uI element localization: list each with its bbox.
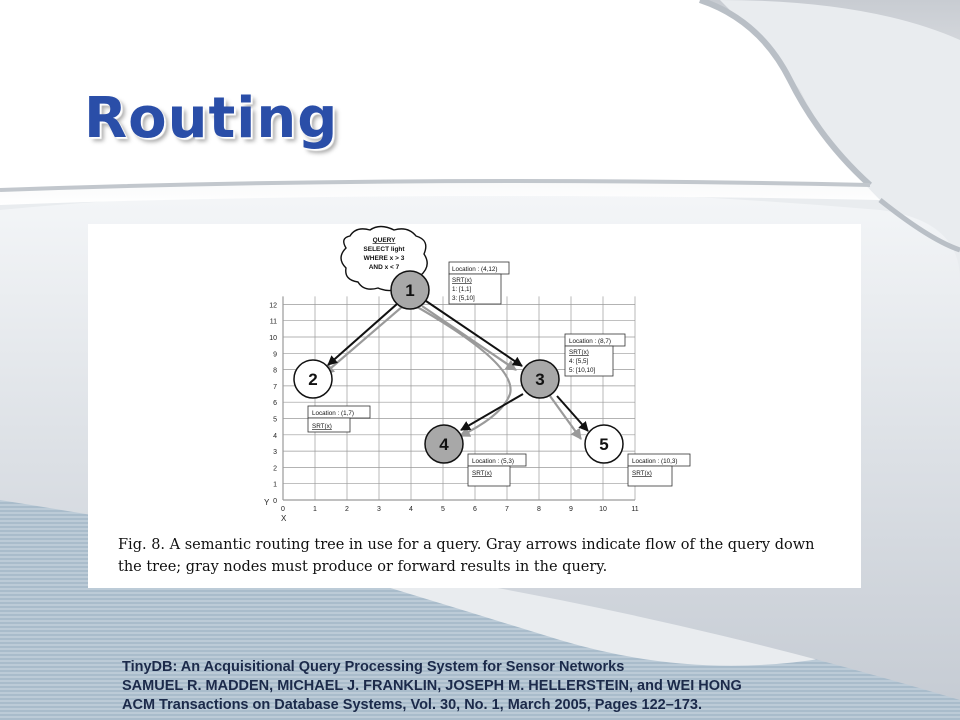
- query-line-2: SELECT light: [363, 246, 405, 253]
- x-tick-label: 2: [345, 506, 349, 513]
- edge-3-to-4: [461, 394, 523, 430]
- node-4: [425, 425, 463, 463]
- node-5-label: 5: [599, 435, 609, 454]
- node-2: [294, 360, 332, 398]
- node-3: [521, 360, 559, 398]
- figure-caption-line-2: the tree; gray nodes must produce or forward results in the query.: [118, 559, 608, 575]
- location-boxes: [308, 262, 690, 486]
- gray-arrow-1-to-2: [324, 306, 403, 374]
- node-5: [585, 425, 623, 463]
- x-axis-letter: X: [281, 514, 287, 523]
- y-axis-letter: Y: [264, 498, 270, 507]
- node-1-location: Location : (4,12): [452, 266, 498, 273]
- query-line-1: QUERY: [372, 237, 396, 244]
- x-tick-label: 5: [441, 506, 445, 513]
- edge-1-to-3: [426, 301, 522, 366]
- query-line-4: AND x < 7: [368, 264, 400, 271]
- node-1-label: 1: [405, 281, 415, 300]
- citation-title: TinyDB: An Acquisitional Query Processing System for Sensor Networks: [122, 659, 625, 675]
- x-tick-label: 10: [599, 506, 607, 513]
- y-tick-label: 2: [273, 465, 277, 473]
- node-1: [391, 271, 429, 309]
- y-tick-label: 9: [273, 351, 277, 359]
- x-tick-label: 6: [473, 506, 477, 513]
- node-1-srt-title: SRT(x): [452, 277, 472, 284]
- citation: [122, 658, 742, 715]
- node-5-srt-title: SRT(x): [632, 470, 652, 477]
- node-5-location: Location : (10,3): [632, 458, 678, 465]
- node-3-label: 3: [535, 370, 545, 389]
- x-tick-label: 9: [569, 506, 573, 513]
- node-1-srt-entry-1: 1: [1,1]: [452, 286, 472, 293]
- node-3-srt-title: SRT(x): [569, 349, 589, 356]
- y-axis-ticks: [269, 302, 277, 505]
- y-tick-label: 12: [269, 302, 277, 310]
- node-4-label: 4: [439, 435, 449, 454]
- x-axis-ticks: [281, 506, 639, 513]
- node-3-srt-entry-1: 4: [5,5]: [569, 358, 589, 365]
- node-5-info-box: [628, 454, 690, 486]
- y-tick-label: 3: [273, 449, 277, 457]
- node-4-srt-title: SRT(x): [472, 470, 492, 477]
- x-tick-label: 7: [505, 506, 509, 513]
- citation-venue: ACM Transactions on Database Systems, Vol. 30, No. 1, March 2005, Pages 122–173.: [122, 697, 702, 713]
- node-4-info-box: [468, 454, 526, 486]
- y-tick-label: 4: [273, 432, 277, 440]
- routing-tree-diagram: [88, 224, 861, 524]
- figure-panel: [88, 224, 861, 588]
- node-1-srt-entry-2: 3: [5,10]: [452, 295, 475, 302]
- citation-authors: SAMUEL R. MADDEN, MICHAEL J. FRANKLIN, JOSEPH M. HELLERSTEIN, and WEI HONG: [122, 678, 742, 694]
- edge-1-to-2: [328, 304, 397, 365]
- y-tick-label: 8: [273, 367, 277, 375]
- x-tick-label: 11: [631, 506, 639, 513]
- coordinate-grid: [283, 296, 635, 500]
- node-2-label: 2: [308, 370, 318, 389]
- y-tick-label: 0: [273, 498, 277, 505]
- node-3-location: Location : (8,7): [569, 338, 612, 345]
- slide-title: Routing: [84, 86, 339, 151]
- node-3-srt-entry-2: 5: [10,10]: [569, 367, 596, 374]
- y-tick-label: 11: [269, 318, 277, 326]
- x-tick-label: 0: [281, 506, 285, 513]
- node-2-info-box: [308, 406, 370, 432]
- x-tick-label: 4: [409, 506, 413, 513]
- y-tick-label: 6: [273, 400, 277, 408]
- query-line-3: WHERE x > 3: [363, 255, 405, 262]
- x-tick-label: 1: [313, 506, 317, 513]
- x-tick-label: 3: [377, 506, 381, 513]
- node-2-srt-title: SRT(x): [312, 423, 332, 430]
- gray-arrow-1-to-3: [422, 306, 516, 370]
- y-tick-label: 10: [269, 335, 277, 342]
- x-tick-label: 8: [537, 506, 541, 513]
- y-tick-label: 5: [273, 416, 277, 424]
- y-tick-label: 7: [273, 383, 277, 391]
- node-1-info-box: [449, 262, 509, 304]
- node-4-location: Location : (5,3): [472, 458, 515, 465]
- node-2-location: Location : (1,7): [312, 410, 355, 417]
- figure-caption-line-1: Fig. 8. A semantic routing tree in use for a query. Gray arrows indicate flow of the query down: [118, 537, 815, 553]
- y-tick-label: 1: [273, 481, 277, 489]
